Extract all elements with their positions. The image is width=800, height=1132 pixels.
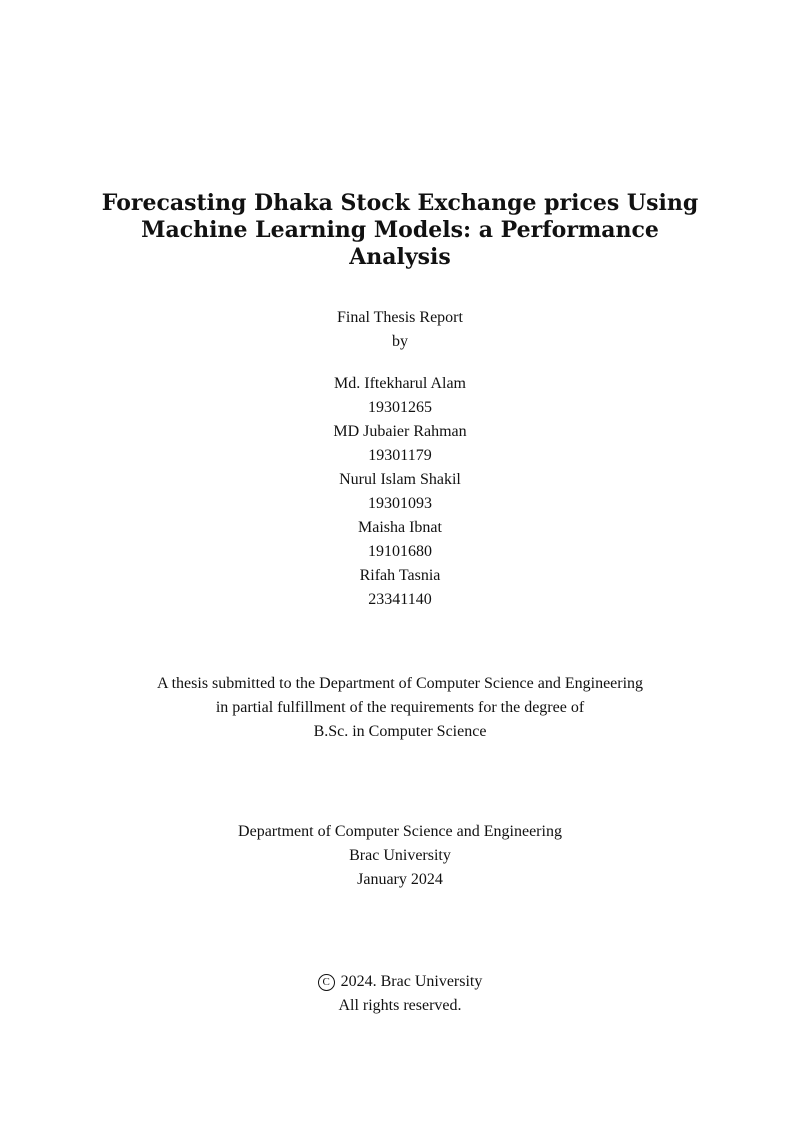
thesis-title-line: Forecasting Dhaka Stock Exchange prices Using — [101, 190, 699, 216]
author-name: MD Jubaier Rahman — [333, 423, 467, 440]
submission-line: A thesis submitted to the Department of Computer Science and Engineering — [156, 675, 644, 692]
thesis-title-line: Machine Learning Models: a Performance — [141, 217, 659, 243]
author-name: Nurul Islam Shakil — [339, 471, 461, 488]
copyright-line — [0, 970, 800, 994]
author-id: 19301093 — [368, 495, 432, 512]
degree-name: B.Sc. in Computer Science — [313, 723, 487, 740]
report-type: Final Thesis Report — [337, 309, 463, 326]
university-name: Brac University — [349, 847, 451, 864]
author-id: 19301265 — [368, 399, 432, 416]
department-name: Department of Computer Science and Engineering — [238, 823, 562, 840]
thesis-title-line: Analysis — [349, 244, 451, 270]
copyright-notice — [0, 970, 800, 1018]
author-name: Maisha Ibnat — [358, 519, 442, 536]
by-label: by — [392, 333, 408, 350]
report-subtitle — [0, 306, 800, 354]
rights-reserved: All rights reserved. — [338, 997, 462, 1014]
copyright-icon: C — [318, 974, 335, 991]
author-name: Rifah Tasnia — [359, 567, 441, 584]
submission-line: in partial fulfillment of the requirements for the degree of — [215, 699, 585, 716]
thesis-title — [100, 190, 700, 271]
author-list — [0, 372, 800, 612]
submission-date: January 2024 — [357, 871, 443, 888]
author-name: Md. Iftekharul Alam — [334, 375, 466, 392]
affiliation — [0, 820, 800, 892]
author-id: 19101680 — [368, 543, 432, 560]
author-id: 19301179 — [368, 447, 432, 464]
copyright-text: 2024. Brac University — [340, 973, 483, 990]
author-id: 23341140 — [368, 591, 432, 608]
submission-statement — [0, 672, 800, 744]
